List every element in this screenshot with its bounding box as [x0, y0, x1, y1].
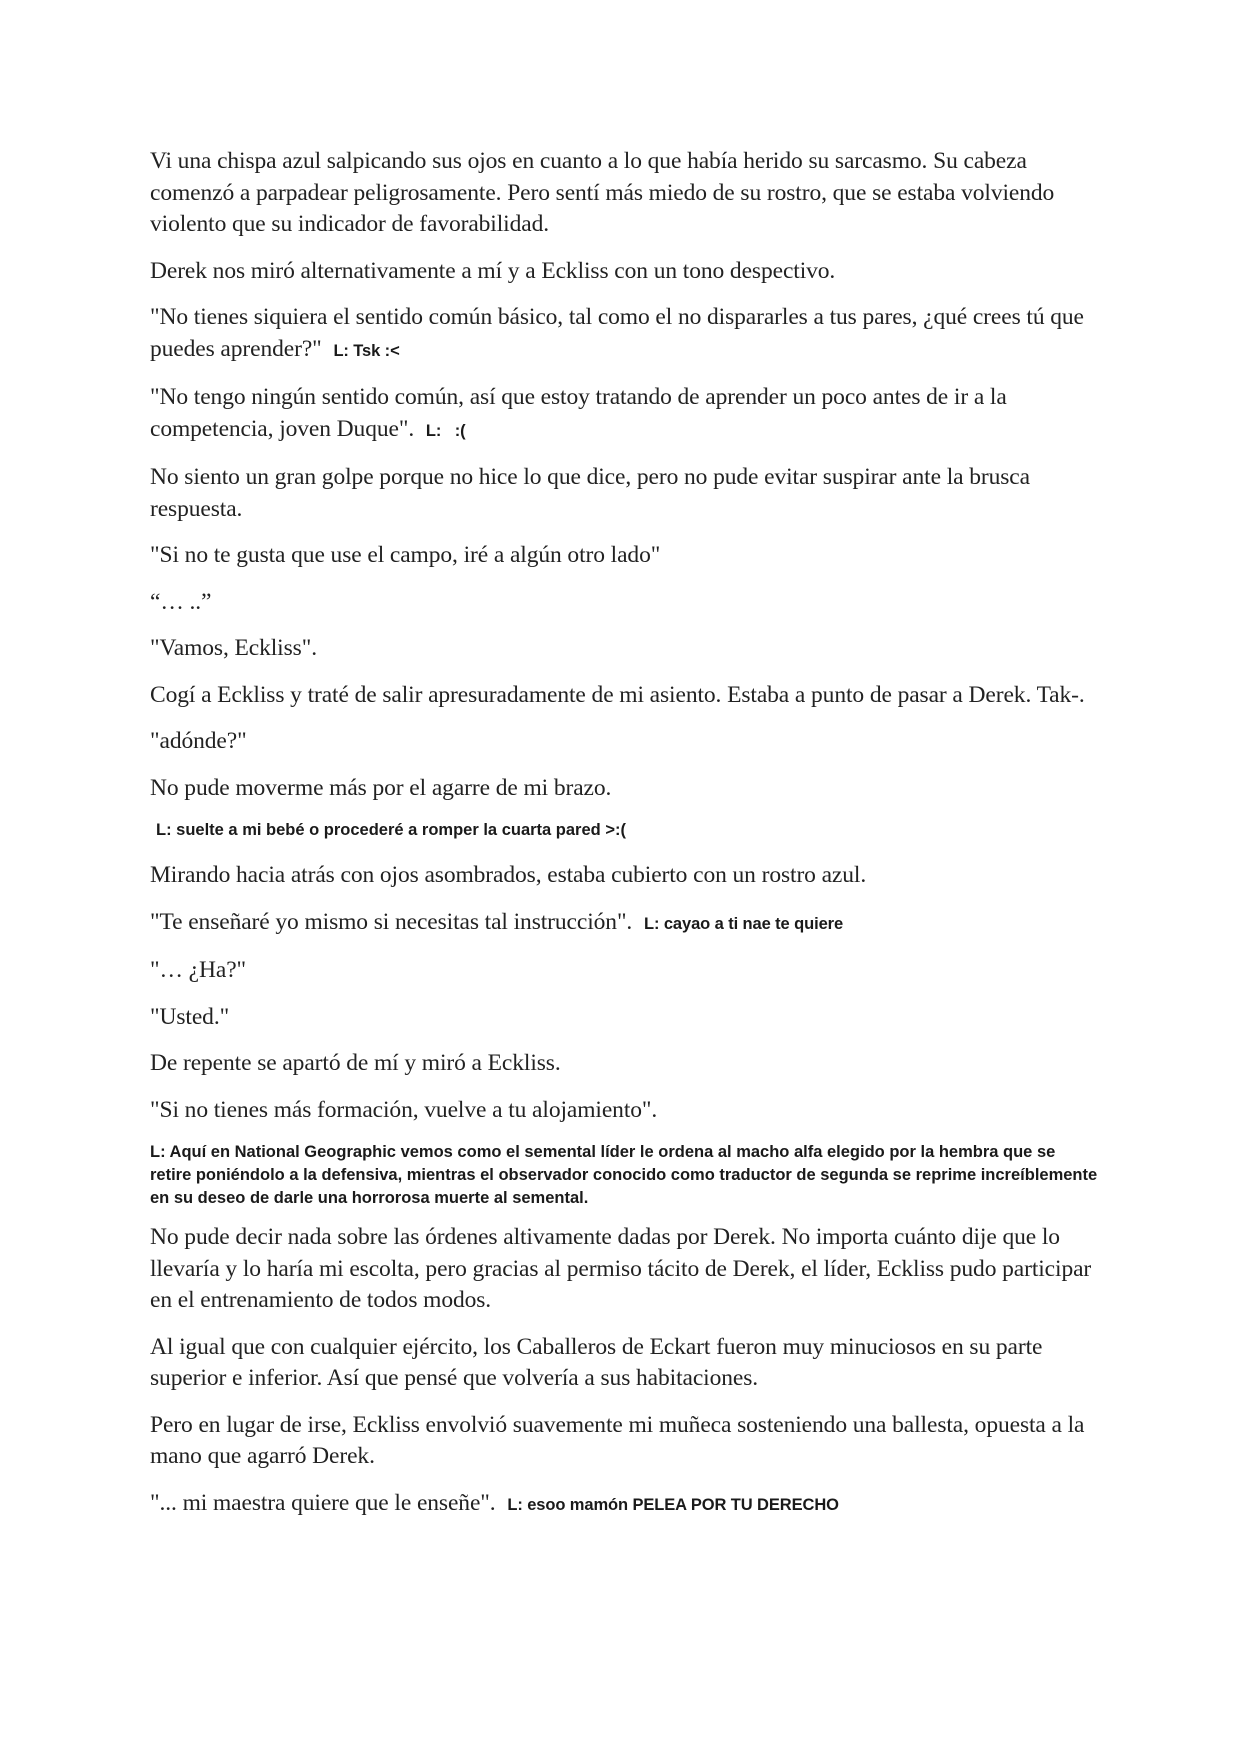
paragraph: “… ..” [150, 588, 212, 615]
document-page [150, 146, 1100, 1536]
paragraph: No pude decir nada sobre las órdenes altivamente dadas por Derek. No importa cuánto dije que lo llevaría y lo haría mi escolta, pero gracias al permiso tácito de Derek, el líder, Eckliss pudo participar en el entrenamiento de todos modos. [150, 1224, 1092, 1313]
translator-note: L: cayao a ti nae te quiere [644, 914, 844, 933]
translator-note: L: :( [425, 421, 466, 440]
paragraph [150, 302, 1100, 367]
paragraph [150, 1488, 1100, 1522]
paragraph: Derek nos miró alternativamente a mí y a Eckliss con un tono despectivo. [150, 257, 836, 284]
paragraph [150, 382, 1100, 447]
paragraph: "… ¿Ha?" [150, 957, 247, 983]
translator-note: L: Tsk :< [333, 341, 400, 360]
paragraph-text: "... mi maestra quiere que le enseñe". [150, 1489, 496, 1516]
translator-note: L: Aquí en National Geographic vemos como el semental líder le ordena al macho alfa elegido por la hembra que se retire poniéndolo a la defensiva, mientras el observador conocido como traductor de segunda se reprime increíblemente en su deseo de darle una horrorosa muerte al semental. [150, 1143, 1098, 1207]
paragraph: Pero en lugar de irse, Eckliss envolvió suavemente mi muñeca sosteniendo una ballesta, opuesta a la mano que agarró Derek. [150, 1411, 1085, 1469]
paragraph: No pude moverme más por el agarre de mi brazo. [150, 774, 612, 801]
translator-note: L: esoo mamón PELEA POR TU DERECHO [507, 1495, 839, 1514]
paragraph: Vi una chispa azul salpicando sus ojos en cuanto a lo que había herido su sarcasmo. Su cabeza comenzó a parpadear peligrosamente. Pero sentí más miedo de su rostro, que se estaba volviendo violento que su indicador de favorabilidad. [150, 148, 1055, 237]
paragraph [150, 907, 1100, 941]
paragraph: De repente se apartó de mí y miró a Eckliss. [150, 1050, 561, 1076]
paragraph: "Vamos, Eckliss". [150, 635, 317, 661]
paragraph: "adónde?" [150, 728, 247, 754]
paragraph-text: "Te enseñaré yo mismo si necesitas tal instrucción". [150, 908, 633, 935]
paragraph: "Si no tienes más formación, vuelve a tu alojamiento". [150, 1096, 658, 1123]
translator-note: L: suelte a mi bebé o procederé a romper la cuarta pared >:( [156, 821, 626, 839]
paragraph: Mirando hacia atrás con ojos asombrados, estaba cubierto con un rostro azul. [150, 862, 867, 888]
paragraph: No siento un gran golpe porque no hice lo que dice, pero no pude evitar suspirar ante la brusca respuesta. [150, 464, 1030, 522]
paragraph: "Si no te gusta que use el campo, iré a algún otro lado" [150, 542, 661, 568]
paragraph: "Usted." [150, 1003, 230, 1030]
paragraph-text: "No tienes siquiera el sentido común básico, tal como el no dispararles a tus pares, ¿qué crees tú que puedes aprender?" [150, 304, 1084, 362]
paragraph-text: "No tengo ningún sentido común, así que estoy tratando de aprender un poco antes de ir a la competencia, joven Duque". [150, 384, 1007, 442]
paragraph: Al igual que con cualquier ejército, los Caballeros de Eckart fueron muy minuciosos en su parte superior e inferior. Así que pensé que volvería a sus habitaciones. [150, 1333, 1043, 1391]
paragraph: Cogí a Eckliss y traté de salir apresuradamente de mi asiento. Estaba a punto de pasar a Derek. Tak-. [150, 681, 1085, 708]
